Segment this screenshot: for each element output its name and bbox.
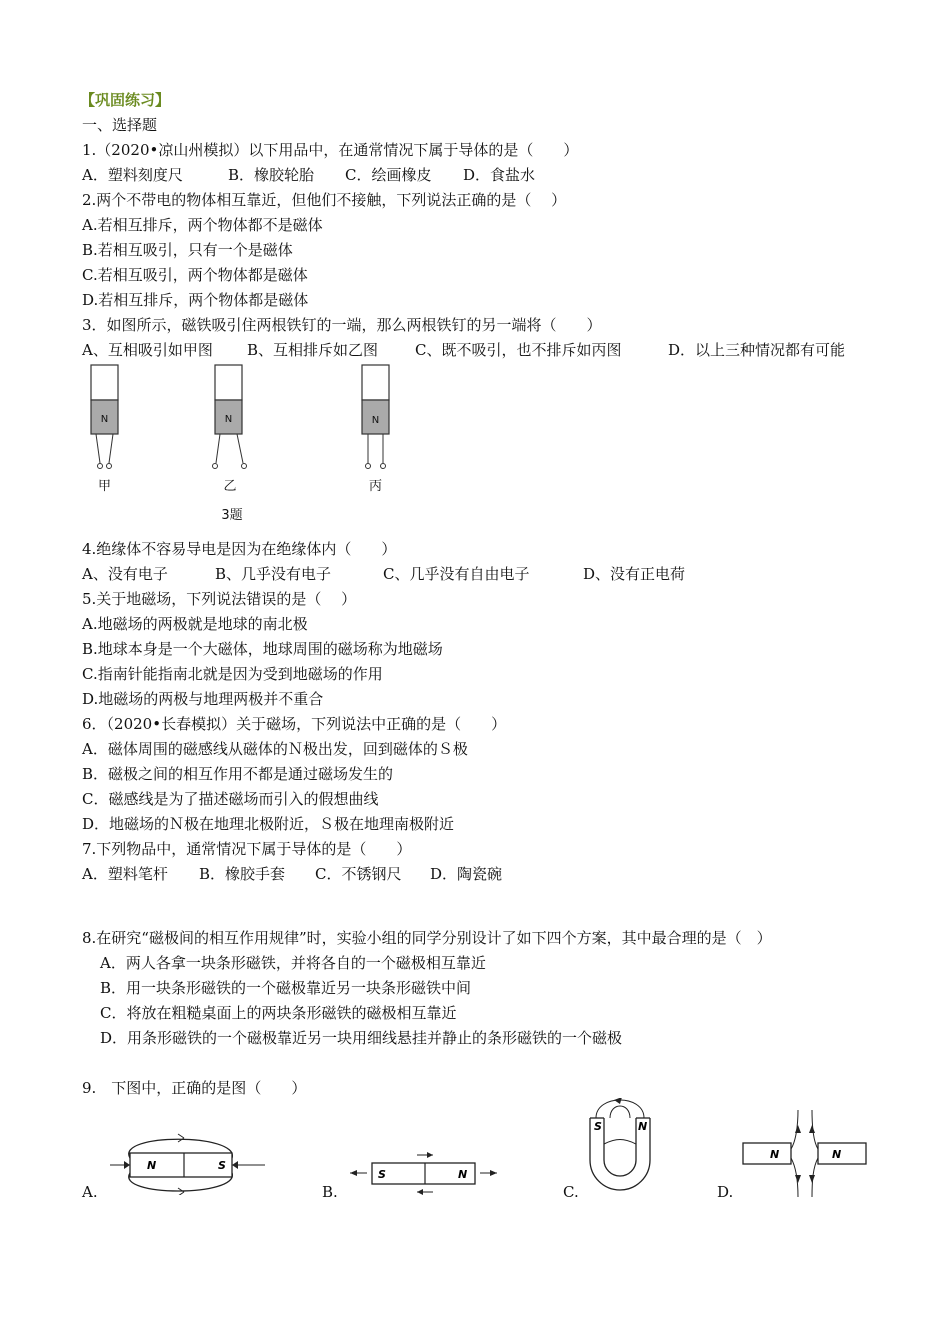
q9-option-b-label[interactable]: B. bbox=[322, 1183, 338, 1201]
q8-option-b[interactable]: B．用一块条形磁铁的一个磁极靠近另一块条形磁铁中间 bbox=[100, 979, 472, 997]
q5-option-a[interactable]: A.地磁场的两极就是地球的南北极 bbox=[82, 615, 308, 633]
section-header: 【巩固练习】 bbox=[80, 91, 171, 109]
question-3-options bbox=[82, 340, 845, 360]
section-title: 一、选择题 bbox=[82, 116, 158, 134]
q9-option-c-label[interactable]: C. bbox=[563, 1183, 579, 1201]
figure-label-bing: 丙 bbox=[368, 479, 383, 494]
q6-option-c[interactable]: C．磁感线是为了描述磁场而引入的假想曲线 bbox=[82, 790, 379, 808]
figure-label-yi: 乙 bbox=[223, 479, 237, 494]
figure-bing bbox=[362, 365, 389, 494]
q8-option-a[interactable]: A．两人各拿一块条形磁铁，并将各自的一个磁极相互靠近 bbox=[100, 954, 486, 972]
figure-label-jia: 甲 bbox=[97, 479, 112, 494]
question-1-stem: 1.（2020•凉山州模拟）以下用品中，在通常情况下属于导体的是（ ） bbox=[82, 141, 579, 159]
q4-option-c[interactable]: C、几乎没有自由电子 bbox=[383, 565, 530, 583]
q3-option-c[interactable]: C、既不吸引，也不排斥如丙图 bbox=[415, 341, 622, 359]
question-4-options bbox=[82, 564, 685, 584]
figure-caption: 3题 bbox=[221, 508, 243, 523]
question-5-stem: 5.关于地磁场，下列说法错误的是（ ） bbox=[82, 590, 357, 608]
q8-option-d[interactable]: D．用条形磁铁的一个磁极靠近另一块用细线悬挂并静止的条形磁铁的一个磁极 bbox=[100, 1029, 623, 1047]
q9-figure-c bbox=[582, 1098, 662, 1198]
q1-option-d[interactable]: D．食盐水 bbox=[463, 166, 536, 184]
q6-option-a[interactable]: A．磁体周围的磁感线从磁体的Ｎ极出发，回到磁体的Ｓ极 bbox=[82, 740, 468, 758]
question-4-stem: 4.绝缘体不容易导电是因为在绝缘体内（ ） bbox=[82, 540, 397, 558]
q9-a-pole-n: N bbox=[147, 1159, 157, 1172]
q2-option-b[interactable]: B.若相互吸引，只有一个是磁体 bbox=[82, 241, 293, 259]
question-7-options bbox=[82, 864, 502, 884]
q2-option-a[interactable]: A.若相互排斥，两个物体都不是磁体 bbox=[82, 216, 323, 234]
q5-option-d[interactable]: D.地磁场的两极与地理两极并不重合 bbox=[82, 690, 324, 708]
q2-option-d[interactable]: D.若相互排斥，两个物体都是磁体 bbox=[82, 291, 309, 309]
q7-option-c[interactable]: C．不锈钢尺 bbox=[315, 865, 402, 883]
question-7-stem: 7.下列物品中，通常情况下属于导体的是（ ） bbox=[82, 840, 412, 858]
magnet-label-jia: N bbox=[100, 414, 109, 425]
q9-b-pole-s: S bbox=[378, 1168, 386, 1181]
q7-option-d[interactable]: D．陶瓷碗 bbox=[430, 865, 503, 883]
q5-option-c[interactable]: C.指南针能指南北就是因为受到地磁场的作用 bbox=[82, 665, 383, 683]
q7-option-a[interactable]: A．塑料笔杆 bbox=[82, 865, 168, 883]
q9-d-pole-n-left: N bbox=[770, 1148, 780, 1161]
question-8-stem: 8.在研究“磁极间的相互作用规律”时，实验小组的同学分别设计了如下四个方案，其中最合理的是（ ） bbox=[82, 929, 772, 947]
q4-option-b[interactable]: B、几乎没有电子 bbox=[215, 565, 332, 583]
question-1-options bbox=[82, 165, 535, 185]
q2-option-c[interactable]: C.若相互吸引，两个物体都是磁体 bbox=[82, 266, 308, 284]
q1-option-a[interactable]: A．塑料刻度尺 bbox=[82, 166, 183, 184]
q9-a-pole-s: S bbox=[218, 1159, 226, 1172]
q6-option-d[interactable]: D．地磁场的Ｎ极在地理北极附近，Ｓ极在地理南极附近 bbox=[82, 815, 455, 833]
q5-option-b[interactable]: B.地球本身是一个大磁体，地球周围的磁场称为地磁场 bbox=[82, 640, 443, 658]
q1-option-c[interactable]: C．绘画橡皮 bbox=[345, 166, 432, 184]
figure-yi bbox=[213, 365, 247, 494]
question-9-stem: 9. 下图中，正确的是图（ ） bbox=[82, 1079, 307, 1097]
q3-option-d[interactable]: D．以上三种情况都有可能 bbox=[668, 341, 846, 359]
question-3-stem: 3．如图所示，磁铁吸引住两根铁钉的一端，那么两根铁钉的另一端将（ ） bbox=[82, 316, 602, 334]
magnet-label-bing: N bbox=[371, 415, 380, 426]
q9-option-d-label[interactable]: D. bbox=[717, 1183, 734, 1201]
q9-figure-b bbox=[345, 1148, 505, 1198]
question-3-figure bbox=[80, 360, 400, 530]
q6-option-b[interactable]: B．磁极之间的相互作用不都是通过磁场发生的 bbox=[82, 765, 394, 783]
q4-option-d[interactable]: D、没有正电荷 bbox=[583, 565, 686, 583]
figure-jia bbox=[91, 365, 118, 494]
q7-option-b[interactable]: B．橡胶手套 bbox=[199, 865, 286, 883]
q9-c-pole-n: N bbox=[638, 1120, 648, 1133]
q8-option-c[interactable]: C．将放在粗糙桌面上的两块条形磁铁的磁极相互靠近 bbox=[100, 1004, 457, 1022]
q9-d-pole-n-right: N bbox=[832, 1148, 842, 1161]
q9-option-a-label[interactable]: A. bbox=[82, 1183, 98, 1201]
q9-figure-a bbox=[100, 1125, 270, 1195]
q9-c-pole-s: S bbox=[594, 1120, 602, 1133]
q9-figure-d bbox=[740, 1105, 868, 1200]
q3-option-a[interactable]: A、互相吸引如甲图 bbox=[82, 341, 213, 359]
q9-b-pole-n: N bbox=[458, 1168, 468, 1181]
question-2-stem: 2.两个不带电的物体相互靠近，但他们不接触，下列说法正确的是（ ） bbox=[82, 191, 567, 209]
magnet-label-yi: N bbox=[224, 414, 233, 425]
q1-option-b[interactable]: B．橡胶轮胎 bbox=[228, 166, 315, 184]
q4-option-a[interactable]: A、没有电子 bbox=[82, 565, 168, 583]
question-6-stem: 6．（2020•长春模拟）关于磁场，下列说法中正确的是（ ） bbox=[82, 715, 507, 733]
q3-option-b[interactable]: B、互相排斥如乙图 bbox=[247, 341, 379, 359]
